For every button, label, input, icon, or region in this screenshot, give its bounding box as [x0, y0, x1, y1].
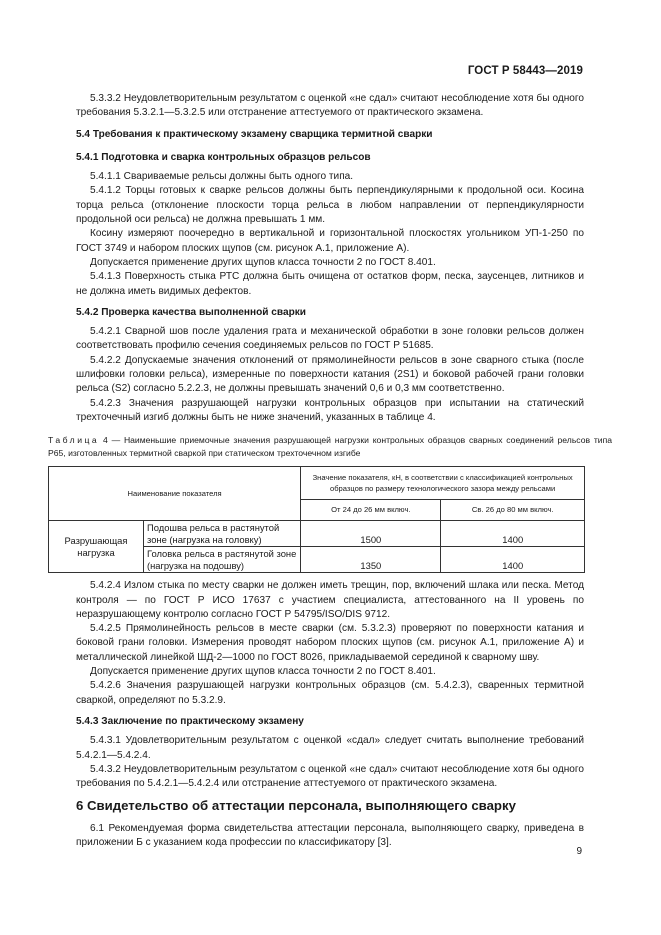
section-6-heading: 6 Свидетельство об аттестации персонала, выполняющего сварку: [76, 798, 516, 814]
cell-value-a: 1350: [301, 547, 441, 573]
paragraph-allowed-gauges-2: Допускается применение других щупов класса точности 2 по ГОСТ 8.401.: [90, 666, 436, 678]
cell-value-b: 1400: [441, 521, 585, 547]
paragraph-kosina: Косину измеряют поочередно в вертикальной и горизонтальной плоскостях угольником УП-1-250 по ГОСТ 3749 и набором плоских щупов (см. рисунок А.1, приложение А).: [76, 228, 584, 254]
header-indicator-name: Наименование показателя: [49, 467, 301, 521]
heading-5-4-2: 5.4.2 Проверка качества выполненной сварки: [76, 306, 307, 318]
header-indicator-value: Значение показателя, кН, в соответствии с классификацией контрольных образцов по размеру технологического зазора между рельсами: [301, 467, 585, 500]
paragraph-allowed-gauges: Допускается применение других щупов класса точности 2 по ГОСТ 8.401.: [90, 256, 436, 268]
paragraph-5332: 5.3.3.2 Неудовлетворительным результатом с оценкой «не сдал» считают несоблюдение хотя бы одного требования 5.3.2.1—5.3.2.5 или отстранение аттестуемого от практического экзамена.: [76, 93, 584, 119]
heading-5-4-3: 5.4.3 Заключение по практическому экзамену: [76, 715, 304, 727]
row-name-foot: Подошва рельса в растянутой зоне (нагрузка на головку): [144, 521, 301, 547]
paragraph-5421: 5.4.2.1 Сварной шов после удаления грата и механической обработки в зоне головки рельсов должен соответствовать профилю сечения соединяемых рельсов по ГОСТ Р 51685.: [76, 326, 584, 352]
header-gap-26-80: Св. 26 до 80 мм включ.: [441, 500, 585, 521]
header-gap-24-26: От 24 до 26 мм включ.: [301, 500, 441, 521]
paragraph-5412: 5.4.1.2 Торцы готовых к сварке рельсов должны быть перпендикулярными к продольной оси. Косина торца рельса (отклонение плоскости торца рельса в любом направлении от перпендикулярности продольной оси рельса) не должна превышать 1 мм.: [76, 185, 584, 226]
paragraph-5426: 5.4.2.6 Значения разрушающей нагрузки контрольных образцов (см. 5.4.2.3), сваренных термитной сваркой, определяют по 5.3.2.9.: [76, 680, 584, 706]
heading-5-4: 5.4 Требования к практическому экзамену сварщика термитной сварки: [76, 128, 433, 140]
page-content: [48, 92, 612, 850]
paragraph-5432: 5.4.3.2 Неудовлетворительным результатом с оценкой «не сдал» считают несоблюдение хотя бы одного требования по 5.4.2.1—5.4.2.4 или отстранение аттестуемого от практического экзамена.: [76, 763, 584, 790]
paragraph-5425: 5.4.2.5 Прямолинейность рельсов в месте сварки (см. 5.3.2.3) проверяют по поверхности катания и боковой грани головки. Измерения проводят набором плоских щупов (см. рисунок А.1, приложение А) и металлической линейкой ШД-2—1000 по ГОСТ 8026, прикладываемой серединой к сварному шву.: [76, 623, 584, 663]
row-name-head: Головка рельса в растянутой зоне (нагрузка на подошву): [144, 547, 301, 573]
table-caption-text: 4 — Наименьшие приемочные значения разрушающей нагрузки контрольных образцов сварных соединений рельсов типа Р65, изготовленных термитной сваркой при статическом трехточечном изгибе: [48, 435, 612, 458]
paragraph-6-1: 6.1 Рекомендуемая форма свидетельства аттестации персонала, выполняющего сварку, приведена в приложении Б с указанием кода профессии по классификатору [3].: [76, 822, 584, 848]
row-label-breaking-load: Разрушающая нагрузка: [49, 521, 144, 573]
table-caption: [48, 434, 612, 459]
paragraph-5424: 5.4.2.4 Излом стыка по месту сварки не должен иметь трещин, пор, включений шлака или песка. Метод контроля — по ГОСТ Р ИСО 17637 с участием специалиста, аттестованного на II уровень по неразрушающему контролю согласно ГОСТ Р 54795/ISO/DIS 9712.: [76, 580, 584, 620]
table-caption-word: Таблица: [48, 435, 100, 446]
page-number: 9: [576, 846, 582, 857]
table-4: [48, 466, 585, 573]
paragraph-5422: 5.4.2.2 Допускаемые значения отклонений от прямолинейности рельсов в зоне сварного стыка (после шлифовки головки рельса), измеренные по поверхности катания (2S1) и боковой рабочей грани головки рельса (S2) согласно 5.2.2.3, не должны превышать значений 0,6 и 0,3 мм соответственно.: [76, 354, 584, 395]
paragraph-5431: 5.4.3.1 Удовлетворительным результатом с оценкой «сдал» следует считать выполнение требований 5.4.2.1—5.4.2.4.: [76, 735, 584, 761]
cell-value-a: 1500: [301, 521, 441, 547]
paragraph-5423: 5.4.2.3 Значения разрушающей нагрузки контрольных образцов при испытании на статический трехточечный изгиб должны быть не ниже значений, указанных в таблице 4.: [76, 397, 584, 423]
standard-header: ГОСТ Р 58443—2019: [467, 65, 583, 77]
paragraph-5411: 5.4.1.1 Свариваемые рельсы должны быть одного типа.: [90, 171, 354, 183]
heading-5-4-1: 5.4.1 Подготовка и сварка контрольных образцов рельсов: [76, 151, 371, 163]
cell-value-b: 1400: [441, 547, 585, 573]
paragraph-5413: 5.4.1.3 Поверхность стыка РТС должна быть очищена от остатков форм, песка, заусенцев, литников и не должна иметь видимых дефектов.: [76, 271, 584, 297]
